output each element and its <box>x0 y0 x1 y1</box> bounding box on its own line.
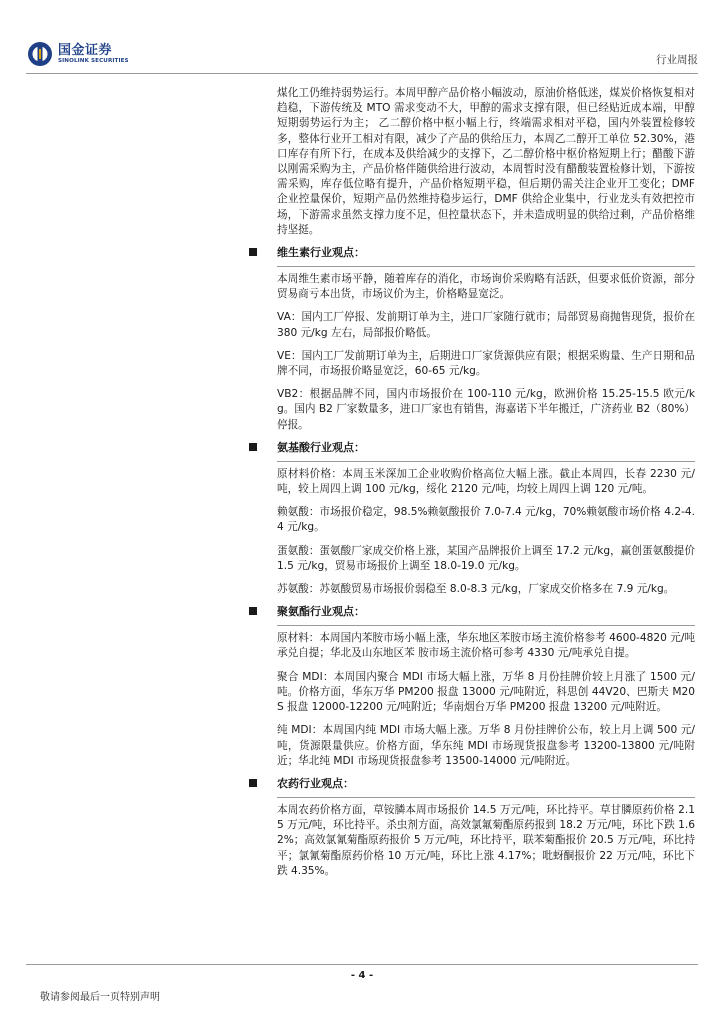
square-bullet-icon <box>249 443 257 451</box>
report-body <box>277 86 695 879</box>
vitamin-paragraph: VA：国内工厂停报、发前期订单为主，进口厂家随行就市；局部贸易商抛售现货，报价在 380 元/kg 左右，局部报价略低。 <box>277 311 695 339</box>
logo-chinese-name: 国金证券 <box>58 42 113 58</box>
polyurethane-paragraph: 纯 MDI：本周国内纯 MDI 市场大幅上涨。万华 8 月份挂牌价公布，较上月上调 500 元/吨，货源限量供应。价格方面，华东纯 MDI 市场现货报盘参考 13200-13800 元/吨附近；华北纯 MDI 市场现货报盘参考 13500-14000 元/吨附近。 <box>277 724 695 767</box>
page-header <box>26 38 698 72</box>
document-type: 行业周报 <box>656 54 698 66</box>
section-heading-vitamin: 维生素行业观点： <box>277 245 695 260</box>
amino-acid-paragraph: 蛋氨酸：蛋氨酸厂家成交价格上涨，某国产品牌报价上调至 17.2 元/kg，赢创蛋氨酸提价 1.5 元/kg，贸易市场报价上调至 18.0-19.0 元/kg。 <box>277 544 695 572</box>
polyurethane-paragraph: 聚合 MDI：本周国内聚合 MDI 市场大幅上涨，万华 8 月份挂牌价较上月涨了 1500 元/吨。价格方面，华东万华 PM200 报盘 13000 元/吨附近，科思创 44V20、巴斯夫 M20S 报盘 12000-12200 元/吨附近；华南烟台万华 PM200 报盘 13200 元/吨附近。 <box>277 670 695 714</box>
section-heading-amino-acid: 氨基酸行业观点： <box>277 440 695 455</box>
section-heading-polyurethane: 聚氨酯行业观点： <box>277 604 695 619</box>
header-divider <box>26 73 698 74</box>
intro-paragraph: 煤化工仍维持弱势运行。本周甲醇产品价格小幅波动，原油价格低迷，煤炭价格恢复相对趋稳，下游传统及 MTO 需求变动不大，甲醇的需求支撑有限，但已经贴近成本端，甲醇短期弱势运行为主； 乙二醇价格中枢小幅上行，终端需求相对平稳，国内外装置检修较多，整体行业开工相对有限，减少了产品的供给压力，本周乙二醇开工单位 52.30%，港口库存有所下行，在成本及供给减少的支撑下，乙二醇价格中枢价格短期上行；醋酸下游以刚需采购为主，产品价格伴随供给进行波动，本周暂时没有醋酸装置检修计划，下游按需采购，库存低位略有提升，产品价格短期平稳，但后期仍需关注企业开工变化；DMF 企业控量保价，短期产品仍然维持稳步运行，DMF 供给企业集中，行业龙头有效把控市场，下游需求虽然支撑力度不足，但控量状态下，并未造成明显的供给过剩，产品价格维持坚挺。 <box>277 87 695 236</box>
logo-english-name: SINOLINK SECURITIES <box>58 57 129 64</box>
square-bullet-icon <box>249 779 257 787</box>
amino-acid-paragraph: 苏氨酸：苏氨酸贸易市场报价弱稳至 8.0-8.3 元/kg，厂家成交价格多在 7.9 元/kg。 <box>277 583 675 596</box>
section-heading-pesticide: 农药行业观点： <box>277 776 695 791</box>
company-logo <box>26 38 129 70</box>
square-bullet-icon <box>249 248 257 256</box>
logo-mark-icon <box>26 40 54 68</box>
vitamin-paragraph: VE：国内工厂发前期订单为主，后期进口厂家货源供应有限；根据采购量、生产日期和品牌不同，市场报价略显宽泛，60-65 元/kg。 <box>277 349 695 378</box>
vitamin-paragraph: VB2：根据品牌不同，国内市场报价在 100-110 元/kg，欧洲价格 15.25-15.5 欧元/kg。国内 B2 厂家数量多，进口厂家也有销售，海嘉诺下半年搬迁，广济药业 B2（80%）停报。 <box>277 388 695 431</box>
page-number: - 4 - <box>350 970 374 981</box>
footer-divider <box>26 964 698 965</box>
square-bullet-icon <box>249 607 257 615</box>
polyurethane-paragraph: 原材料：本周国内苯胺市场小幅上涨，华东地区苯胺市场主流价格参考 4600-4820 元/吨承兑自提；华北及山东地区苯 胺市场主流价格可参考 4330 元/吨承兑自提。 <box>277 632 695 660</box>
amino-acid-paragraph: 原材料价格：本周玉米深加工企业收购价格高位大幅上涨。截止本周四，长春 2230 元/吨，较上周四上调 100 元/kg，绥化 2120 元/吨，均较上周四上调 120 元/吨。 <box>277 467 695 496</box>
footer-disclaimer: 敬请参阅最后一页特别声明 <box>40 992 160 1003</box>
pesticide-paragraph: 本周农药价格方面，草铵膦本周市场报价 14.5 万元/吨，环比持平。草甘膦原药价格 2.15 万元/吨，环比持平。杀虫剂方面，高效氯氟菊酯原药报到 18.2 万元/吨，环比下跌 1.62%；高效氯氰菊酯原药报价 5 万元/吨，环比持平，联苯菊酯报价 20.5 万元/吨，环比持平；氯氰菊酯原药价格 10 万元/吨，环比上涨 4.17%；吡蚜酮报价 22 万元/吨，环比下跌 4.35%。 <box>277 803 695 877</box>
vitamin-paragraph: 本周维生素市场平静，随着库存的消化，市场询价采购略有活跃，但要求低价资源，部分贸易商亏本出货，市场议价为主，价格略显宽泛。 <box>277 273 695 301</box>
amino-acid-paragraph: 赖氨酸：市场报价稳定，98.5%赖氨酸报价 7.0-7.4 元/kg，70%赖氨酸市场价格 4.2-4.4 元/kg。 <box>277 506 695 534</box>
